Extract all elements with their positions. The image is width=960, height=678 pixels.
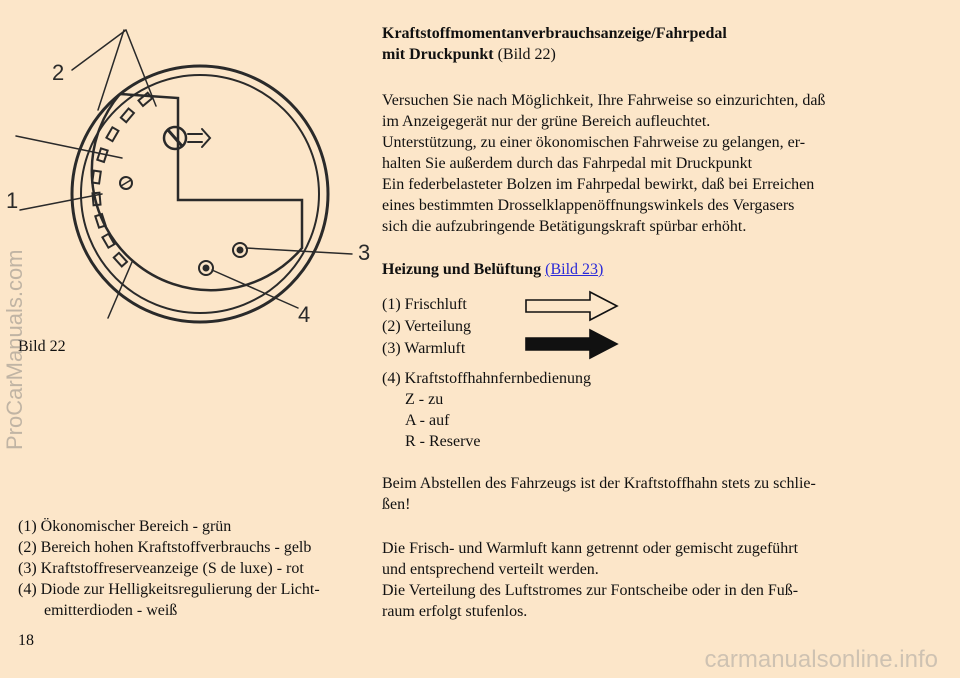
sub-item-a: A - auf <box>405 412 450 429</box>
callout-3: 3 <box>358 240 371 265</box>
para2-line1: Beim Abstellen des Fahrzeugs ist der Kraftstoffhahn stets zu schlie- <box>382 475 816 492</box>
para1-line4: halten Sie außerdem durch das Fahrpedal mit Druckpunkt <box>382 155 753 172</box>
para2-line2: ßen! <box>382 496 411 513</box>
page-number: 18 <box>18 632 34 649</box>
gauge-figure <box>0 18 380 330</box>
item-warm-air: (3) Warmluft <box>382 340 466 357</box>
fresh-air-arrow-icon <box>524 289 620 323</box>
legend-item-1: (1) Ökonomischer Bereich - grün <box>18 518 232 535</box>
heading-bold-part: mit Druckpunkt <box>382 46 494 63</box>
item-fuel-tap-remote: (4) Kraftstoffhahnfernbedienung <box>382 370 591 387</box>
fuel-gauge-illustration <box>0 18 380 330</box>
callout-2: 2 <box>52 60 65 85</box>
heading-heating-text: Heizung und Belüftung <box>382 261 542 278</box>
para3-line1: Die Frisch- und Warmluft kann getrennt oder gemischt zugeführt <box>382 540 799 557</box>
para3-line4: raum erfolgt stufenlos. <box>382 603 528 620</box>
legend-item-2: (2) Bereich hohen Kraftstoffverbrauchs - gelb <box>18 539 312 556</box>
link-bild-23[interactable]: (Bild 23) <box>545 261 604 278</box>
para1-line5: Ein federbelasteter Bolzen im Fahrpedal bewirkt, daß bei Erreichen <box>382 176 815 193</box>
callout-1: 1 <box>6 188 19 213</box>
legend-item-4-cont: emitterdioden - weiß <box>44 602 178 619</box>
callout-4: 4 <box>298 302 311 327</box>
para1-line1: Versuchen Sie nach Möglichkeit, Ihre Fahrweise so einzurichten, daß <box>382 92 826 109</box>
para3-line3: Die Verteilung des Luftstromes zur Fontscheibe oder in den Fuß- <box>382 582 799 599</box>
heading-figure-ref: (Bild 22) <box>493 46 556 63</box>
para1-line6: eines bestimmten Drosselklappenöffnungswinkels des Vergasers <box>382 197 795 214</box>
sub-item-r: R - Reserve <box>405 433 481 450</box>
para1-line7: sich die aufzubringende Betätigungskraft spürbar erhöht. <box>382 218 747 235</box>
figure-caption: Bild 22 <box>18 338 66 355</box>
para1-line2: im Anzeigegerät nur der grüne Bereich aufleuchtet. <box>382 113 711 130</box>
watermark-side: ProCarManuals.com <box>2 249 27 450</box>
para1-line3: Unterstützung, zu einer ökonomischen Fahrweise zu gelangen, er- <box>382 134 806 151</box>
heading-heating <box>382 259 603 280</box>
heading-fuel-display-line2 <box>382 44 556 65</box>
para3-line2: und entsprechend verteilt werden. <box>382 561 599 578</box>
legend-item-4: (4) Diode zur Helligkeitsregulierung der Licht- <box>18 581 320 598</box>
heading-fuel-display: Kraftstoffmomentanverbrauchsanzeige/Fahrpedal <box>382 25 727 42</box>
item-distribution: (2) Verteilung <box>382 318 472 335</box>
watermark-bottom: carmanualsonline.info <box>704 646 938 673</box>
sub-item-z: Z - zu <box>405 391 444 408</box>
legend-item-3: (3) Kraftstoffreserveanzeige (S de luxe) - rot <box>18 560 304 577</box>
item-fresh-air: (1) Frischluft <box>382 296 467 313</box>
warm-air-arrow-icon <box>524 327 620 361</box>
